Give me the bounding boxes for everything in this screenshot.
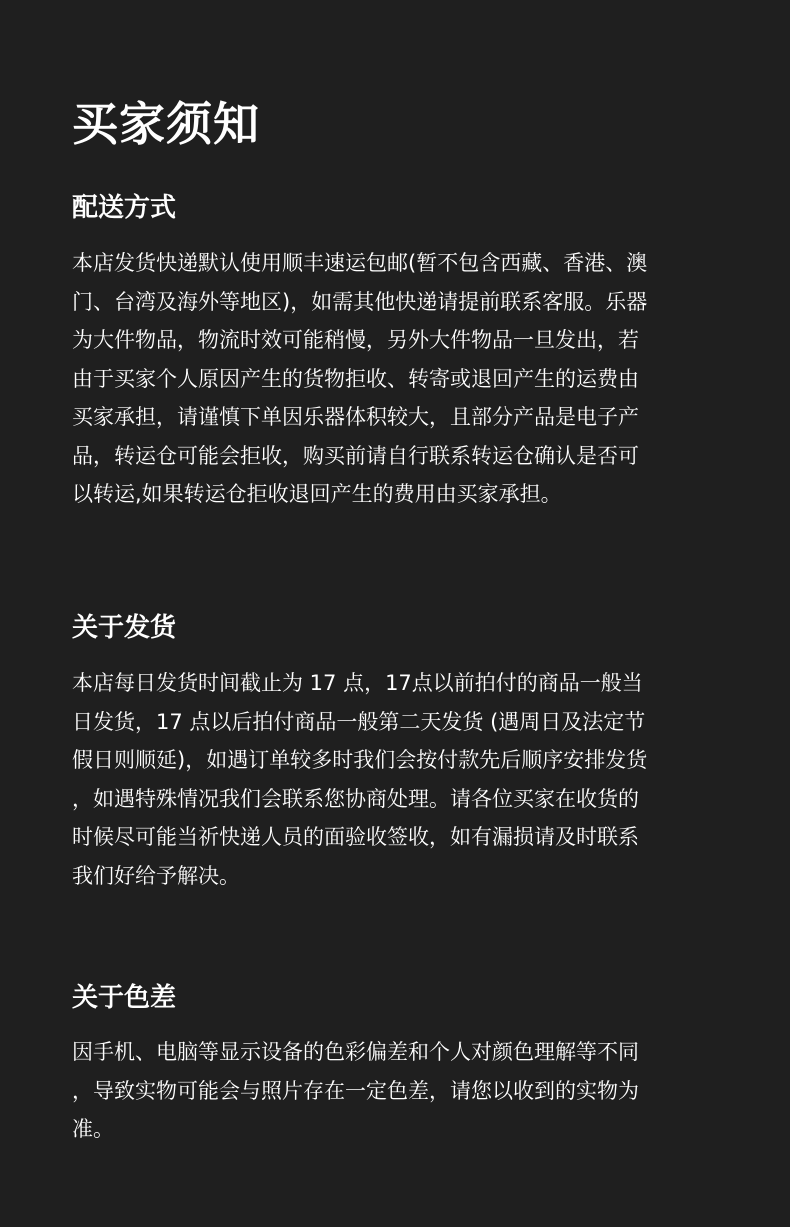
body-line: 时候尽可能当祈快递人员的面验收签收，如有漏损请及时联系 [72,825,639,849]
body-line: 买家承担，请谨慎下单因乐器体积较大，且部分产品是电子产 [72,405,639,429]
section-body-dispatch [72,664,722,895]
body-line: 日发货，17 点以后拍付商品一般第二天发货 (遇周日及法定节 [72,709,646,734]
page-title: 买家须知 [72,97,260,151]
body-line: 准。 [72,1117,114,1141]
body-line: 门、台湾及海外等地区)，如需其他快递请提前联系客服。乐器 [72,289,648,314]
section-heading-dispatch: 关于发货 [72,613,177,643]
body-line: 本店发货快递默认使用顺丰速运包邮(暂不包含西藏、香港、澳 [72,251,648,275]
section-heading-shipping: 配送方式 [72,193,177,223]
body-line: 以转运,如果转运仓拒收退回产生的费用由买家承担。 [72,482,562,506]
section-body-shipping [72,244,722,514]
body-line: 为大件物品，物流时效可能稍慢，另外大件物品一旦发出，若 [72,328,639,352]
body-line: 我们好给予解决。 [72,863,240,888]
section-body-color-difference [72,1033,722,1149]
section-heading-color-difference: 关于色差 [72,983,177,1013]
body-line: 本店每日发货时间截止为 17 点，17点以前拍付的商品一般当 [72,671,643,695]
body-line: 由于买家个人原因产生的货物拒收、转寄或退回产生的运费由 [72,366,639,391]
body-line: ，如遇特殊情况我们会联系您协商处理。请各位买家在收货的 [72,786,639,811]
body-line: ，导致实物可能会与照片存在一定色差，请您以收到的实物为 [72,1078,639,1103]
body-line: 假日则顺延)，如遇订单较多时我们会按付款先后顺序安排发货 [72,748,648,772]
body-line: 品，转运仓可能会拒收，购买前请自行联系转运仓确认是否可 [72,443,639,468]
body-line: 因手机、电脑等显示设备的色彩偏差和个人对颜色理解等不同 [72,1040,639,1064]
